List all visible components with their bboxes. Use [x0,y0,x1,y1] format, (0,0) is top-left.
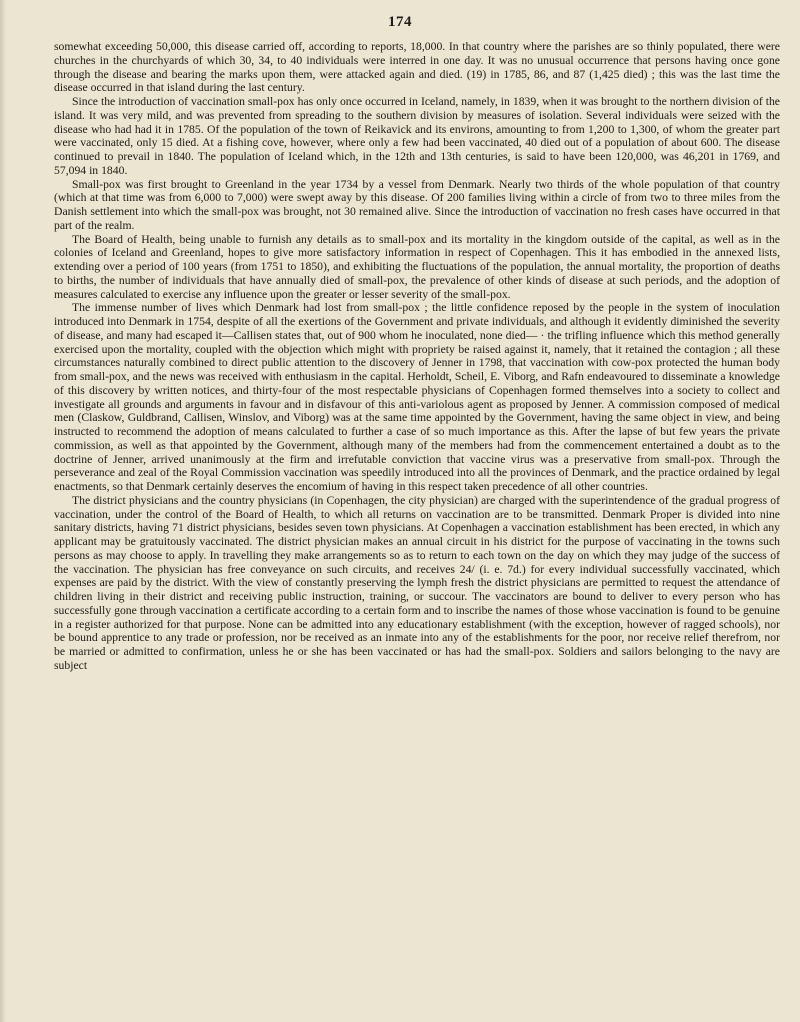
page-number: 174 [388,14,412,30]
paragraph-board-of-health: The Board of Health, being unable to furnish any details as to small-pox and its mortality in the kingdom outside of the capital, as well as in the colonies of Iceland and Greenland, hopes to give more satisfactory information in respect of Copenhagen. This it has embodied in the annexed lists, extending over a period of 100 years (from 1751 to 1850), and exhibiting the fluctuations of the population, the annual mortality, the proportion of deaths to births, the number of individuals that have annually died of small-pox, the prevalence of other kinds of disease at such periods, and the adoption of measures calculated to exercise any influence upon the greater or lesser severity of the small-pox. [54,232,780,301]
paragraph-inoculation-and-jenner: The immense number of lives which Denmark had lost from small-pox ; the little confidence reposed by the people in the system of inoculation introduced into Denmark in 1754, despite of all the exertions of the Government and private individuals, and although it evidently diminished the severity of disease, and many had escaped it—Callisen states that, out of 900 whom he inoculated, none died— · the trifling influence which this method generally exercised upon the mortality, coupled with the objection which might with propriety be raised against it, namely, that it retained the contagion ; all these circumstances naturally combined to direct public attention to the discovery of Jenner in 1798, that vaccination with cow-pox protected the human body from small-pox, and the news was received with enthusiasm in the capital. Herholdt, Scheil, E. Viborg, and Rafn endeavoured to disseminate a knowledge of this discovery by written notices, and thirty-four of the most respectable physicians of Copenhagen formed themselves into a society to collect and investigate all grounds and arguments in favour and in disfavour of this anti-variolous agent as proposed by Jenner. A commission composed of medical men (Claskow, Guldbrand, Callisen, Winslov, and Viborg) was at the same time appointed by the Government, having the same object in view, and being instructed to recommend the adoption of means calculated to further a case of so much importance as this. After the lapse of but few years the private commission, as well as that appointed by the Government, although many of the members had from the commencement entertained a doubt as to the doctrine of Jenner, arrived unanimously at the firm and irrefutable conviction that vaccine virus was a preservative from small-pox. Through the perseverance and zeal of the Royal Commission vaccination was speedily introduced into all the provinces of Denmark, and the practice ordained by legal enactments, so that Denmark certainly deserves the encomium of having in this respect taken precedence of all other countries. [54,301,780,493]
body-text [54,40,780,673]
paragraph-smallpox-iceland-mortality: somewhat exceeding 50,000, this disease carried off, according to reports, 18,000. In that country where the parishes are so thinly populated, there were churches in the churchyards of which 30, 34, to 40 individuals were interred in one day. It was no unusual occurrence that persons having once gone through the disease and bearing the marks upon them, were attacked again and died. (19) in 1785, 86, and 87 (1,425 died) ; this was the last time the disease occurred in that island during the last century. [54,40,780,95]
paragraph-vaccination-iceland: Since the introduction of vaccination small-pox has only once occurred in Iceland, namely, in 1839, when it was brought to the northern division of the island. It was very mild, and was prevented from spreading to the southern division by measures of isolation. Several individuals were seized with the disease who had had it in 1785. Of the population of the town of Reikavick and its environs, amounting to from 1,200 to 1,300, of whom the greater part were vaccinated, only 15 died. At a fishing cove, however, where only a few had been vaccinated, 40 died out of a population of about 600. The disease continued to prevail in 1840. The population of Iceland which, in the 12th and 13th centuries, is said to have been 120,000, was 46,201 in 1769, and 57,094 in 1840. [54,95,780,177]
page-edge-shadow [0,0,6,1022]
paragraph-greenland: Small-pox was first brought to Greenland in the year 1734 by a vessel from Denmark. Nearly two thirds of the whole population of that country (which at that time was from 6,000 to 7,000) were swept away by this disease. Of 200 families living within a circle of from two to three miles from the Danish settlement into which the small-pox was brought, not 30 remained alive. Since the introduction of vaccination no fresh cases have occurred in that part of the realm. [54,177,780,232]
paragraph-district-physicians: The district physicians and the country physicians (in Copenhagen, the city physician) are charged with the superintendence of the gradual progress of vaccination, under the control of the Board of Health, to which all returns on vaccination are to be transmitted. Denmark Proper is divided into nine sanitary districts, having 71 district physicians, besides seven town physicians. At Copenhagen a vaccination establishment has been erected, in which any applicant may be gratuitously vaccinated. The district physician makes an annual circuit in his district for the purpose of vaccinating in the towns such persons as may choose to apply. In travelling they make arrangements so as to return to each town on the day on which they may judge of the success of the vaccination. The physician has free conveyance on such circuits, and receives 24/ (i. e. 7d.) for every individual successfully vaccinated, which expenses are paid by the district. With the view of constantly preserving the lymph fresh the district physicians are permitted to request the attendance of children living in their district and receiving public instruction, training, or succour. The vaccinators are bound to deliver to every person who has successfully gone through vaccination a certificate according to a certain form and to inscribe the names of those whose vaccination is found to be genuine in a register authorized for that purpose. None can be admitted into any educationary establishment (with the exception, however of ragged schools), nor be bound apprentice to any trade or profession, nor be received as an inmate into any of the establishments for the poor, nor receive relief therefrom, nor be married or admitted to confirmation, unless he or she has been vaccinated or has had the small-pox. Soldiers and sailors belonging to the navy are subject [54,493,780,672]
